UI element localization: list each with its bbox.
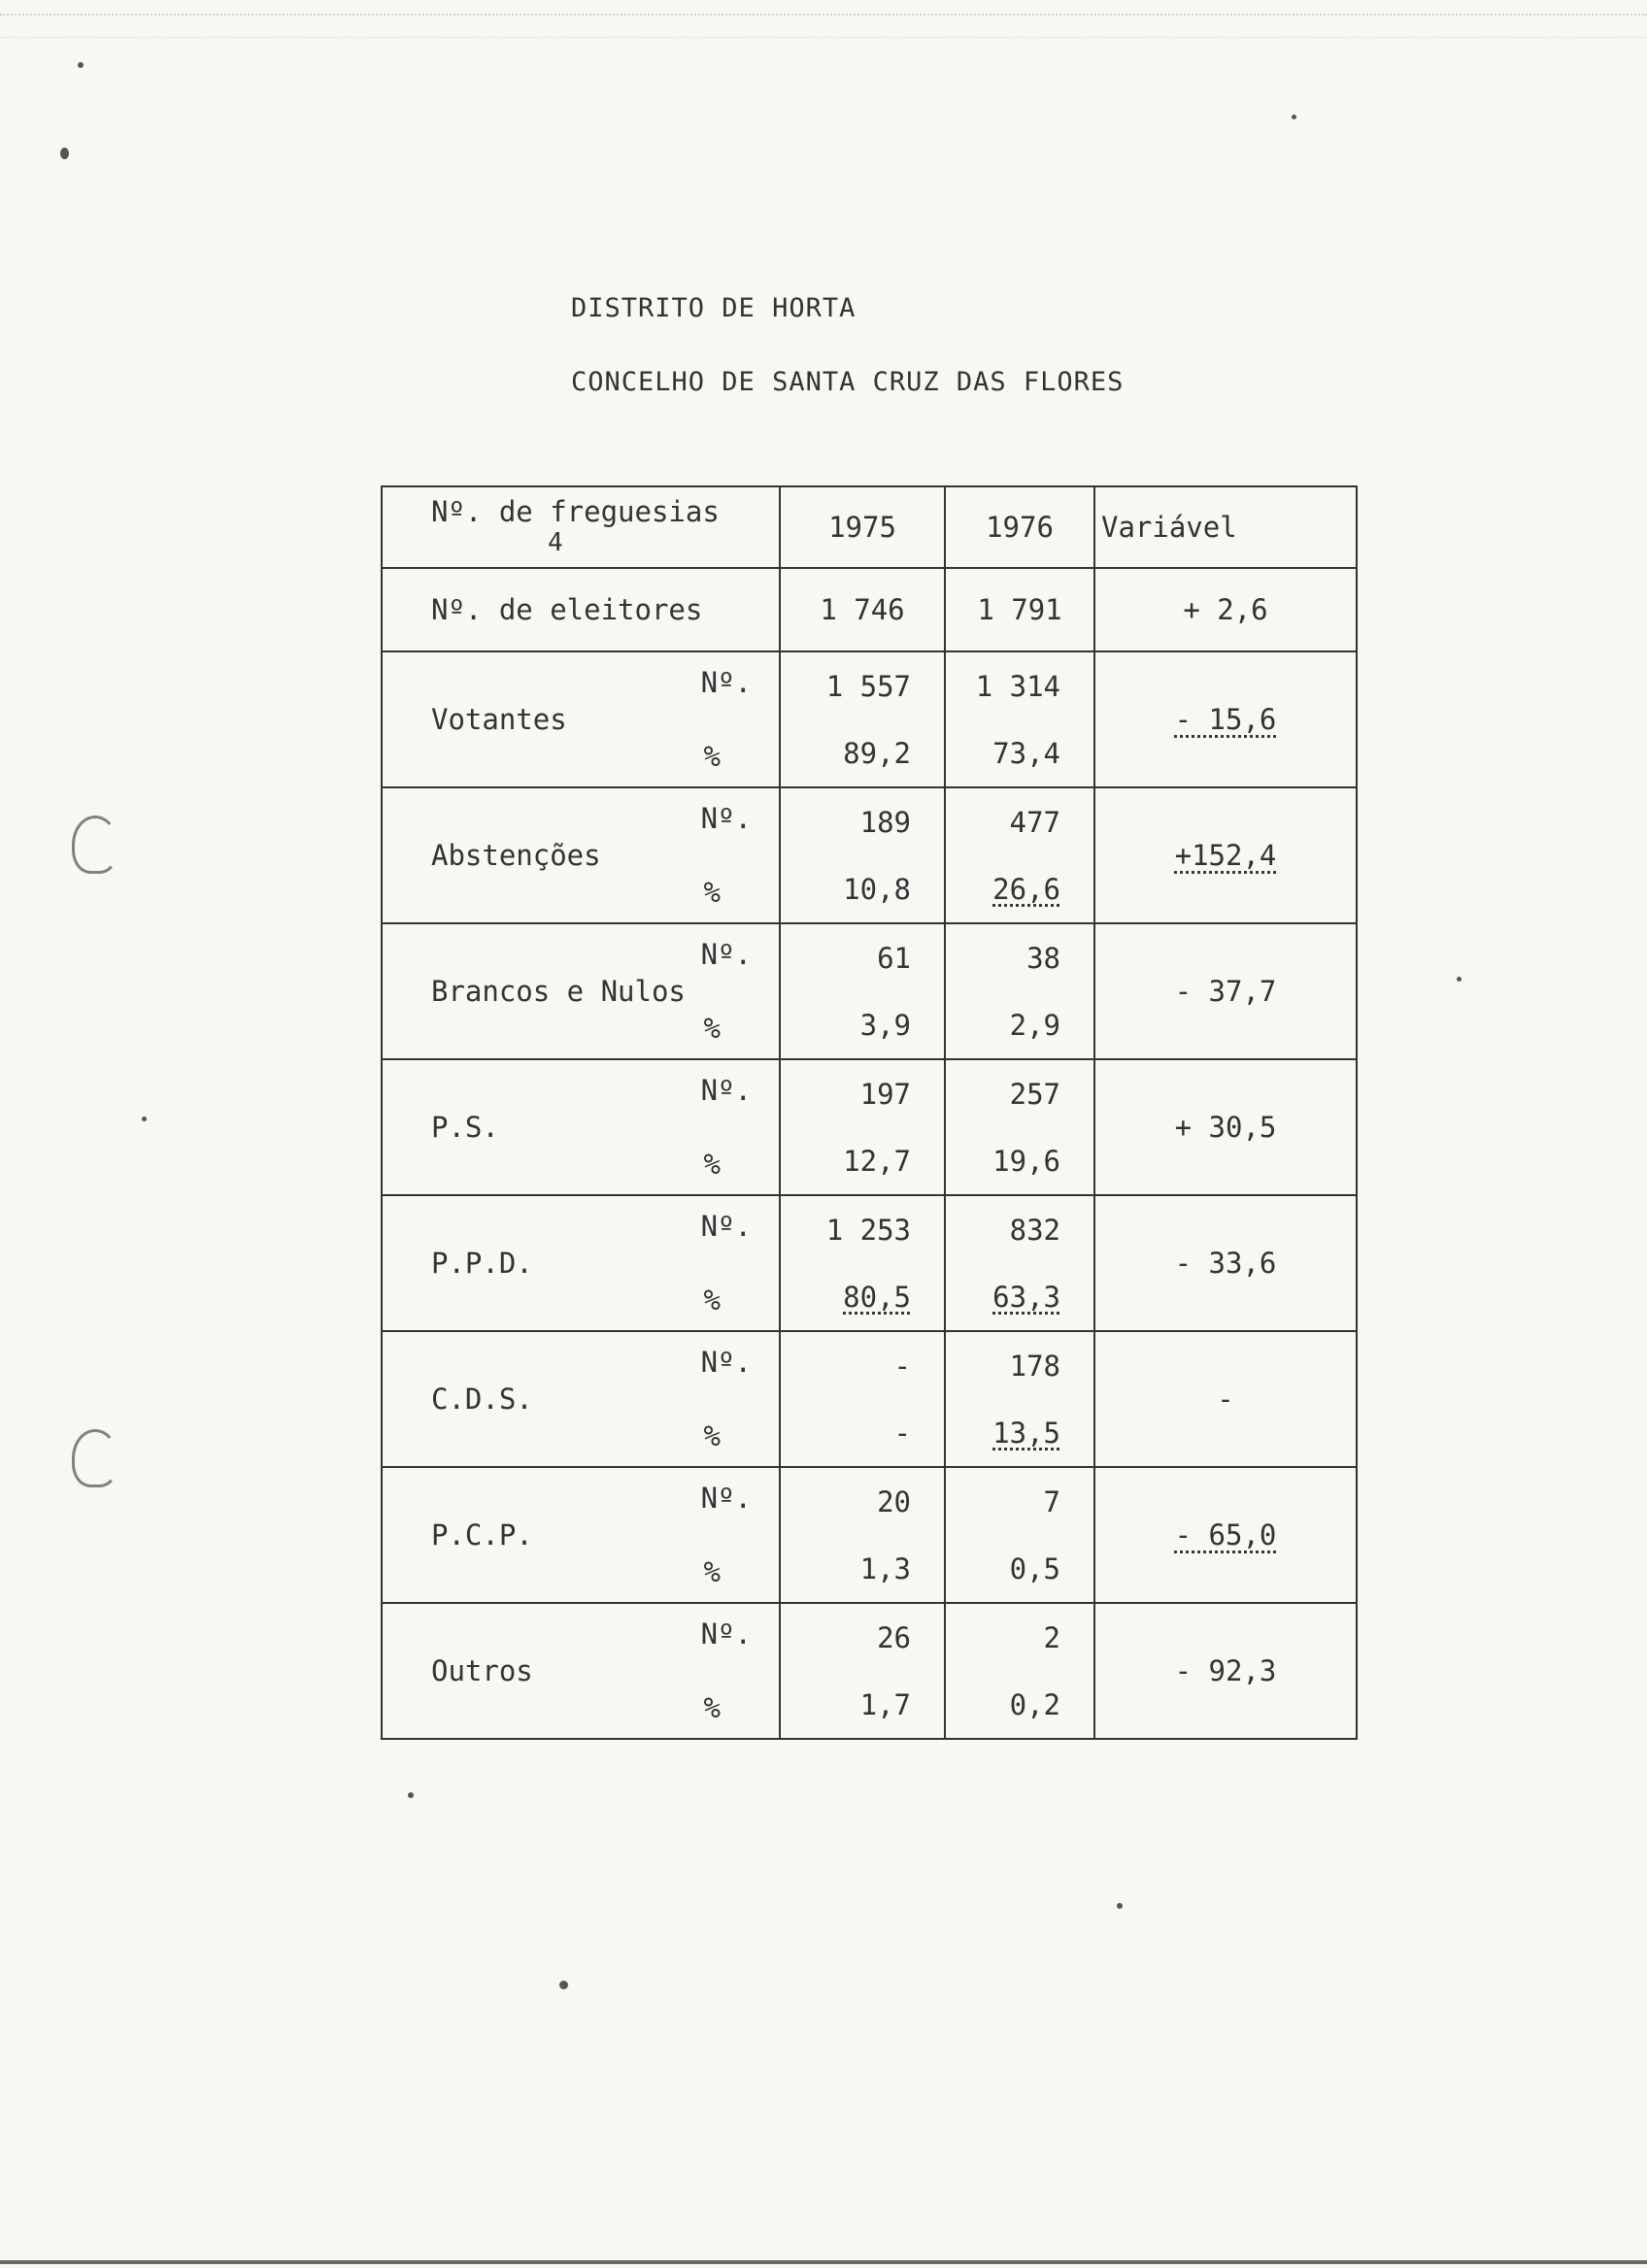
percent-value: 89,2: [843, 736, 911, 770]
district-title: DISTRITO DE HORTA: [571, 293, 857, 323]
count-value: 197: [859, 1077, 911, 1111]
unit-percent-label: %: [703, 1555, 721, 1588]
parishes-count: 4: [548, 528, 563, 557]
count-value: 189: [859, 805, 911, 839]
variavel-header: [1094, 486, 1357, 568]
variation-value: -: [1217, 1383, 1234, 1416]
variation-value: - 37,7: [1174, 975, 1277, 1008]
year-1976-header: 1976: [945, 486, 1094, 568]
values-1976-cell: [945, 787, 1094, 923]
row-label-cell: [382, 1603, 780, 1739]
values-1975-cell: [780, 923, 945, 1059]
unit-percent-label: %: [703, 876, 721, 909]
table-row: [382, 651, 1357, 787]
unit-number-label: Nº.: [700, 1482, 752, 1515]
unit-percent-label: %: [703, 1012, 721, 1045]
percent-value: 26,6: [992, 872, 1060, 906]
row-label-cell: [382, 923, 780, 1059]
percent-value: 80,5: [843, 1280, 911, 1314]
table-row: [382, 1467, 1357, 1603]
values-1975-cell: [780, 1059, 945, 1195]
variation-value: - 92,3: [1174, 1654, 1277, 1687]
count-value: 1 314: [975, 669, 1060, 703]
variation-cell: [1094, 1331, 1357, 1467]
unit-percent-label: %: [703, 1419, 721, 1452]
scan-speck: [559, 1981, 568, 1989]
variation-value: - 33,6: [1174, 1247, 1277, 1280]
results-rows: [382, 651, 1357, 1739]
variation-cell: [1094, 1603, 1357, 1739]
percent-value: 63,3: [992, 1280, 1060, 1314]
unit-number-label: Nº.: [700, 666, 752, 699]
scan-speck: [142, 1117, 147, 1121]
variation-value: - 15,6: [1174, 703, 1277, 736]
table-row: [382, 1059, 1357, 1195]
count-value: 38: [1026, 941, 1060, 975]
row-label-cell: [382, 1331, 780, 1467]
row-label-cell: [382, 787, 780, 923]
variation-cell: [1094, 787, 1357, 923]
values-1976-cell: [945, 651, 1094, 787]
table-row: [382, 1195, 1357, 1331]
percent-value: 1,7: [859, 1687, 911, 1721]
scan-speck: [408, 1792, 414, 1798]
table-row: [382, 1331, 1357, 1467]
variation-value: +152,4: [1174, 839, 1277, 872]
scan-speck: [1457, 977, 1462, 982]
punch-hole-mark: [72, 816, 118, 874]
percent-value: 73,4: [992, 736, 1060, 770]
variation-cell: [1094, 651, 1357, 787]
row-label: Brancos e Nulos: [431, 975, 686, 1008]
scan-speck: [78, 62, 84, 68]
parishes-header-cell: [382, 486, 780, 568]
variation-cell: [1094, 1059, 1357, 1195]
count-value: 26: [877, 1620, 911, 1654]
values-1976-cell: [945, 1603, 1094, 1739]
values-1976-cell: [945, 923, 1094, 1059]
variation-value: + 30,5: [1174, 1111, 1277, 1144]
values-1976-cell: [945, 1331, 1094, 1467]
row-label: Votantes: [431, 703, 567, 736]
count-value: 61: [877, 941, 911, 975]
percent-value: -: [893, 1416, 911, 1450]
parishes-label: Nº. de freguesias: [431, 495, 720, 528]
count-value: 832: [1009, 1213, 1060, 1247]
variation-cell: [1094, 923, 1357, 1059]
table-row: [382, 787, 1357, 923]
values-1976-cell: [945, 1195, 1094, 1331]
unit-number-label: Nº.: [700, 1618, 752, 1651]
row-label: Outros: [431, 1654, 533, 1687]
row-label: P.P.D.: [431, 1247, 533, 1280]
count-value: 2: [1043, 1620, 1060, 1654]
scan-bottom-edge: [0, 2260, 1647, 2264]
unit-percent-label: %: [703, 1284, 721, 1317]
variation-value: - 65,0: [1174, 1518, 1277, 1551]
punch-hole-mark: [72, 1429, 118, 1487]
variation-cell: [1094, 1467, 1357, 1603]
electors-variation: + 2,6: [1094, 568, 1357, 651]
electors-1976: 1 791: [945, 568, 1094, 651]
row-label: P.C.P.: [431, 1518, 533, 1551]
municipality-title: CONCELHO DE SANTA CRUZ DAS FLORES: [571, 367, 1125, 397]
percent-value: 1,3: [859, 1551, 911, 1585]
percent-value: 10,8: [843, 872, 911, 906]
values-1975-cell: [780, 1603, 945, 1739]
percent-value: 3,9: [859, 1008, 911, 1042]
values-1976-cell: [945, 1059, 1094, 1195]
unit-number-label: Nº.: [700, 1346, 752, 1379]
table-row: [382, 1603, 1357, 1739]
scan-speck: [60, 148, 69, 159]
count-value: 1 557: [825, 669, 911, 703]
scan-speck: [1117, 1903, 1123, 1909]
unit-percent-label: %: [703, 1148, 721, 1181]
row-label: Abstenções: [431, 839, 601, 872]
row-label: C.D.S.: [431, 1383, 533, 1416]
values-1975-cell: [780, 1467, 945, 1603]
count-value: 257: [1009, 1077, 1060, 1111]
unit-number-label: Nº.: [700, 1210, 752, 1243]
values-1976-cell: [945, 1467, 1094, 1603]
percent-value: 13,5: [992, 1416, 1060, 1450]
electors-1975: 1 746: [780, 568, 945, 651]
scan-speck: [1292, 115, 1296, 119]
percent-value: 0,2: [1009, 1687, 1060, 1721]
table-row: [382, 923, 1357, 1059]
electors-label: Nº. de eleitores: [382, 568, 780, 651]
election-results-table: [381, 485, 1358, 1740]
unit-percent-label: %: [703, 740, 721, 773]
unit-number-label: Nº.: [700, 938, 752, 971]
row-label: P.S.: [431, 1111, 499, 1144]
values-1975-cell: [780, 1331, 945, 1467]
unit-number-label: Nº.: [700, 802, 752, 835]
percent-value: 12,7: [843, 1144, 911, 1178]
percent-value: 0,5: [1009, 1551, 1060, 1585]
electors-row: [382, 568, 1357, 651]
count-value: 178: [1009, 1349, 1060, 1383]
row-label-cell: [382, 1467, 780, 1603]
count-value: 1 253: [825, 1213, 911, 1247]
table-header-row: [382, 486, 1357, 568]
count-value: 7: [1043, 1484, 1060, 1518]
count-value: 20: [877, 1484, 911, 1518]
variation-cell: [1094, 1195, 1357, 1331]
values-1975-cell: [780, 1195, 945, 1331]
row-label-cell: [382, 1059, 780, 1195]
unit-number-label: Nº.: [700, 1074, 752, 1107]
variavel-label: Variável: [1101, 511, 1237, 544]
scan-edge-noise: [0, 14, 1647, 38]
count-value: -: [893, 1349, 911, 1383]
row-label-cell: [382, 651, 780, 787]
year-1975-header: 1975: [780, 486, 945, 568]
percent-value: 19,6: [992, 1144, 1060, 1178]
percent-value: 2,9: [1009, 1008, 1060, 1042]
row-label-cell: [382, 1195, 780, 1331]
count-value: 477: [1009, 805, 1060, 839]
values-1975-cell: [780, 787, 945, 923]
unit-percent-label: %: [703, 1691, 721, 1724]
values-1975-cell: [780, 651, 945, 787]
